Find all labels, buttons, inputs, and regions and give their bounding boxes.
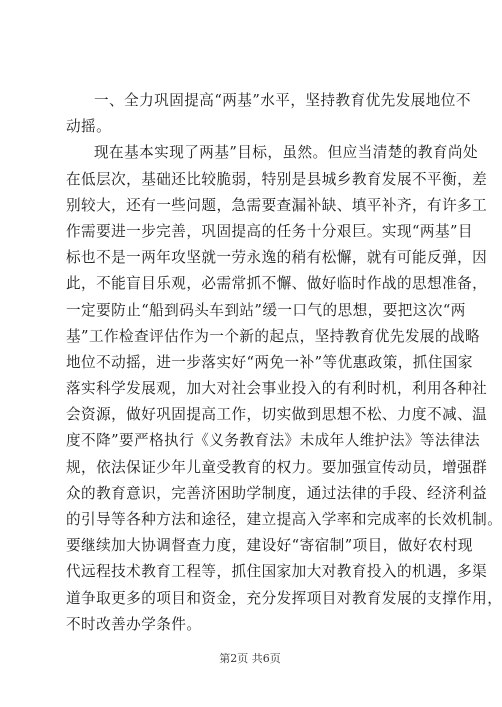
- text-line: 此，不能盲目乐观，必需常抓不懈、做好临时作战的思想准备，: [66, 275, 488, 293]
- text-line: 在低层次，基础还比较脆弱，特别是县城乡教育发展不平衡，差: [66, 170, 488, 188]
- page-number: 第2页 共6页: [219, 652, 281, 665]
- text-line: 会资源，做好巩固提高工作，切实做到思想不松、力度不减、温: [66, 406, 488, 424]
- text-line: 落实科学发展观，加大对社会事业投入的有利时机，利用各种社: [66, 380, 488, 398]
- text-line: 地位不动摇，进一步落实好“两免一补”等优惠政策，抓住国家: [66, 353, 473, 371]
- text-line: 众的教育意识，完善济困助学制度，通过法律的手段、经济利益: [66, 484, 488, 502]
- text-line: 别较大，还有一些问题，急需要查漏补缺、填平补齐，有许多工: [66, 196, 488, 214]
- text-line: 的引导等各种方法和途径，建立提高入学率和完成率的长效机制。: [66, 511, 502, 528]
- text-line: 不时改善办学条件。: [66, 615, 202, 633]
- text-line: 作需要进一步完善，巩固提高的任务十分艰巨。实现“两基”目: [66, 222, 473, 240]
- text-line: 要继续加大协调督查力度，建设好“寄宿制”项目，做好农村现: [66, 537, 473, 555]
- text-line: 道争取更多的项目和资金，充分发挥项目对教育发展的支撑作用，: [66, 589, 502, 607]
- text-line: 现在基本实现了两基”目标，虽然。但应当清楚的教育尚处: [94, 144, 479, 162]
- text-line: 度不降”要严格执行《义务教育法》未成年人维护法》等法律法: [66, 432, 481, 450]
- text-line: 基”工作检查评估作为一个新的起点，坚持教育优先发展的战略: [66, 327, 481, 345]
- text-line: 代远程技术教育工程等，抓住国家加大对教育投入的机遇，多渠: [66, 563, 488, 581]
- document-body: [66, 88, 502, 638]
- text-line: 一定要防止“船到码头车到站”缓一口气的思想，要把这次“两: [66, 301, 466, 319]
- text-line: 动摇。: [66, 118, 112, 136]
- text-line: 规，依法保证少年儿童受教育的权力。要加强宣传动员，增强群: [66, 458, 488, 476]
- text-line: 标也不是一两年攻坚就一劳永逸的稍有松懈，就有可能反弹，因: [66, 249, 488, 267]
- text-line: 一、全力巩固提高“两基”水平，坚持教育优先发展地位不: [94, 92, 471, 109]
